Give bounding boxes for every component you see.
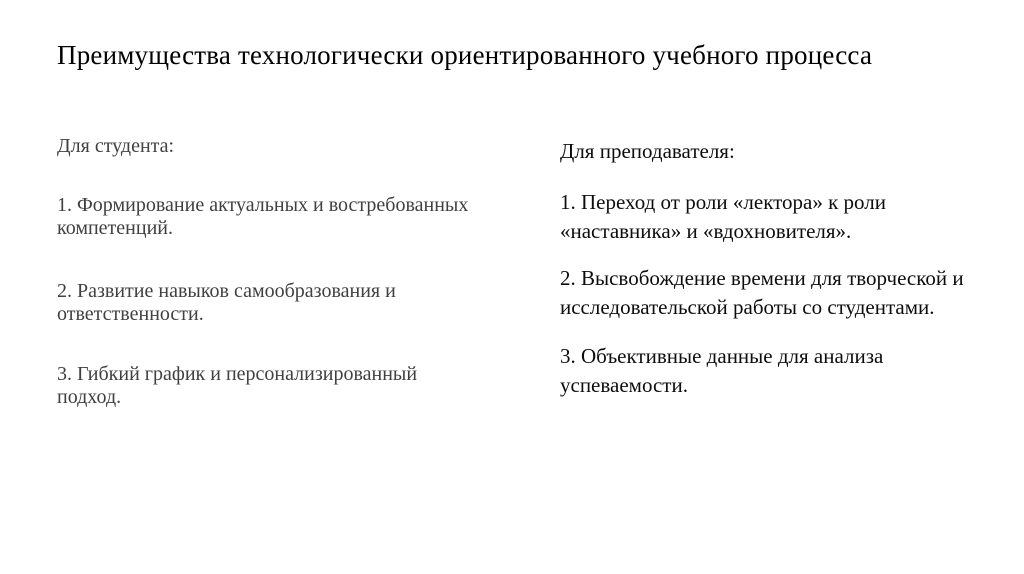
student-column xyxy=(57,0,472,574)
teacher-benefit-1: 1. Переход от роли «лектора» к роли «наставника» и «вдохновителя». xyxy=(560,190,886,243)
student-benefit-3: 3. Гибкий график и персонализированный подход. xyxy=(57,363,418,408)
teacher-benefit-2: 2. Высвобождение времени для творческой и исследовательской работы со студентами. xyxy=(560,266,964,319)
student-column-heading: Для студента: xyxy=(57,135,175,157)
student-benefit-1: 1. Формирование актуальных и востребованных компетенций. xyxy=(57,194,469,239)
teacher-column-heading: Для преподавателя: xyxy=(560,139,735,163)
teacher-benefit-3: 3. Объективные данные для анализа успеваемости. xyxy=(560,344,884,397)
teacher-column xyxy=(560,0,992,574)
student-benefit-2: 2. Развитие навыков самообразования и ответственности. xyxy=(57,280,396,325)
slide-title: Преимущества технологически ориентированного учебного процесса xyxy=(57,40,873,70)
